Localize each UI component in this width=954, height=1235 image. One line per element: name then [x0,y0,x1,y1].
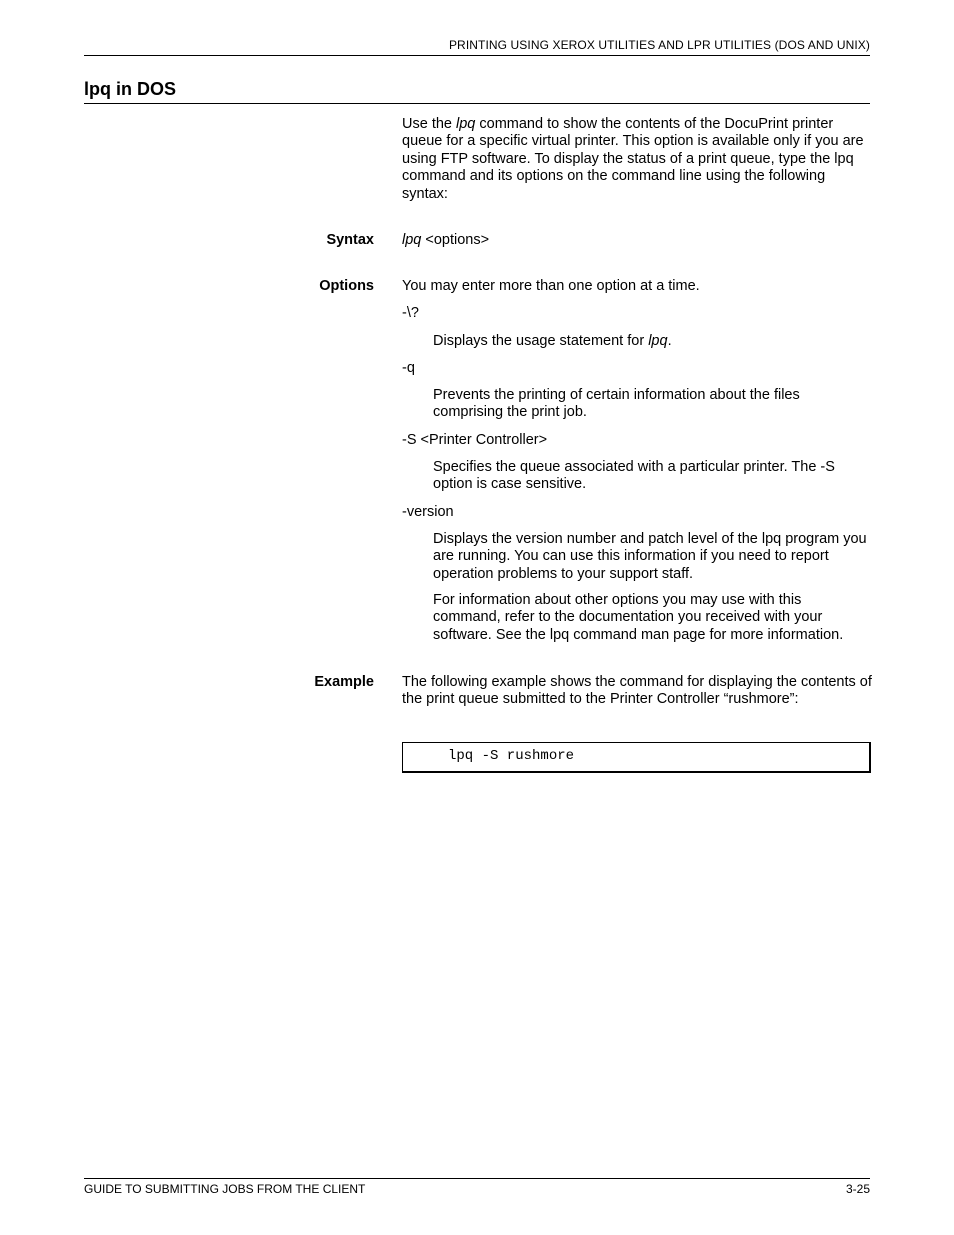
syntax-args: <options> [421,232,490,248]
syntax-label: Syntax [326,232,374,248]
option-desc-help-end: . [667,333,672,349]
syntax-line [402,232,872,249]
options-note: For information about other options you may use with this command, refer to the documentation you received with your software. See the lpq command man page for more information. [433,592,844,643]
intro-text-end: command to show the contents of the DocuPrint printer queue for a specific virtual printer. This option is available only if you are using FTP software. To display the status of a print queue, type the lpq command and its options on the command line using the following syntax: [402,116,864,202]
option-flag-s: -S <Printer Controller> [402,432,548,448]
option-desc-help-text: Displays the usage statement for [433,333,649,349]
example-code: lpq -S rushmore [448,748,575,764]
page-number: 3-25 [845,1182,870,1196]
option-desc-q: Prevents the printing of certain information about the files comprising the print job. [433,387,800,421]
running-header-title: PRINTING USING XEROX UTILITIES AND LPR UTILITIES (DOS AND UNIX) [448,38,870,52]
running-header [84,38,870,56]
example-label: Example [314,674,374,690]
option-desc-help-command: lpq [648,333,668,349]
option-flag-version: -version [402,504,454,520]
running-footer [84,1178,870,1196]
intro-paragraph [402,116,872,203]
option-flag-q: -q [402,360,415,376]
footer-guide-title: GUIDE TO SUBMITTING JOBS FROM THE CLIENT [84,1182,366,1196]
syntax-command: lpq [402,232,422,248]
options-label: Options [319,278,374,294]
example-text: The following example shows the command for displaying the contents of the print queue submitted to the Printer Controller “rushmore”: [402,674,872,708]
option-flag-help: -\? [402,305,419,321]
intro-text-start: Use the [402,116,456,132]
options-intro: You may enter more than one option at a time. [402,278,700,294]
example-code-box [402,742,871,773]
section-title-text: lpq in DOS [84,79,176,99]
intro-command: lpq [456,116,476,132]
option-desc-version: Displays the version number and patch level of the lpq program you are running. You can use this information if you need to report operation problems to your support staff. [433,531,867,582]
option-desc-help [433,333,873,350]
option-desc-s: Specifies the queue associated with a particular printer. The -S option is case sensitive. [433,459,835,493]
section-title [84,78,870,104]
